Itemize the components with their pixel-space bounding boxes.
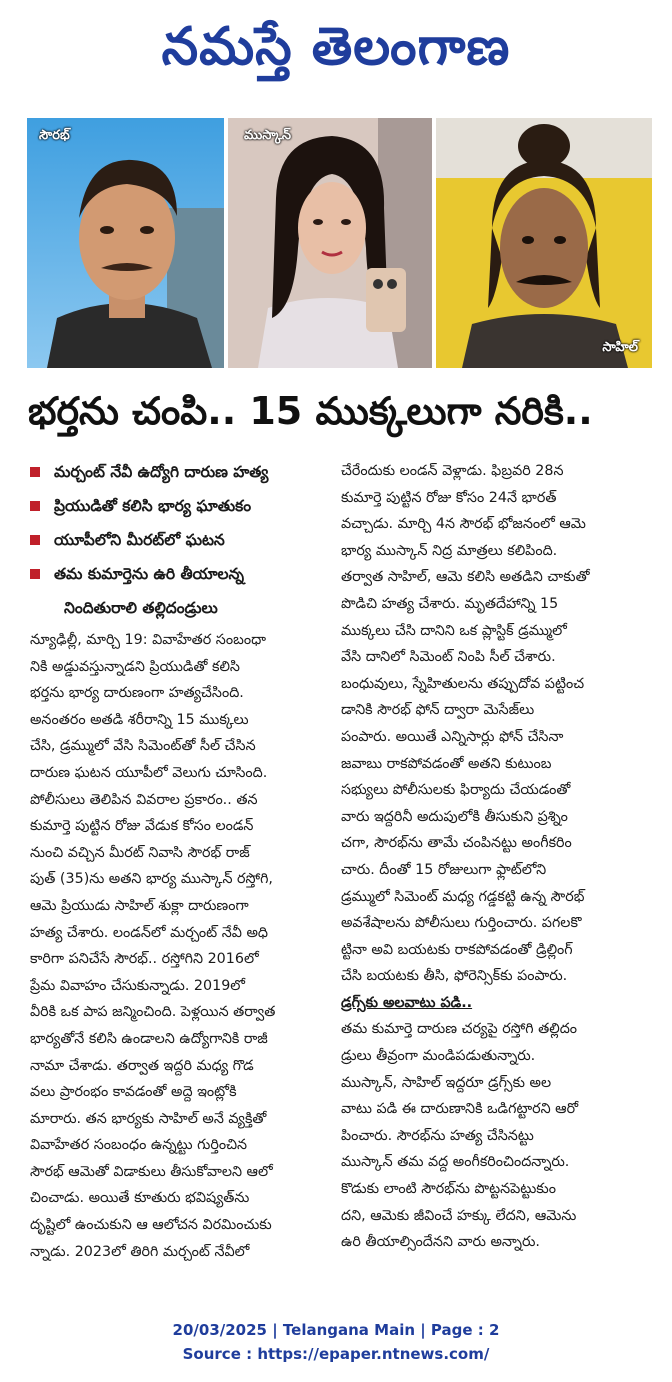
bullet-marker [30,467,40,477]
article-line: ముస్కాన్, సాహిల్ ఇద్దరూ డ్రగ్స్‌కు అల [341,1074,552,1091]
subheading: డ్రగ్స్‌కు అలవాటు పడి.. [341,994,473,1011]
bullet-marker [30,501,40,511]
photo-strip [27,118,652,368]
photo-caption-sahil: సాహిల్ [602,340,638,355]
headline: భర్తను చంపి.. 15 ముక్కలుగా నరికి.. [28,389,593,433]
article-line: చేసి బయటకు తీసి, ఫోరెన్సిక్‌కు పంపారు. [341,968,568,985]
bullet-item: ప్రియుడితో కలిసి భార్య ఘాతుకం [30,489,342,523]
article-column-right [341,458,653,1256]
article-line: చేరేందుకు లండన్ వెళ్లాడు. ఫిబ్రవరి 28న [341,463,564,479]
bullet-list [30,455,342,625]
bullet-marker [30,535,40,545]
article-line: చగా, సౌరభ్‌ను తామే చంపినట్టు అంగీకరిం [341,835,572,852]
article-line: తమ కుమార్తె దారుణ చర్యపై రస్తోగి తల్లిదం [341,1021,578,1038]
bullet-item: యూపీలోని మీరట్‌లో ఘటన [30,523,342,557]
article-line: దారుణ ఘటన యూపీలో వెలుగు చూసింది. [30,764,268,781]
article-line: చారు. దీంతో 15 రోజులుగా ఫ్లాట్‌లోని [341,861,547,878]
article-line: పొడిచి హత్య చేశారు. మృతదేహాన్ని 15 [341,595,559,612]
article-line: వేసి దానిలో సిమెంట్ నింపి సీల్ చేశారు. [341,649,556,666]
footer-source: Source : https://epaper.ntnews.com/ [182,1345,490,1363]
article-line: దని, ఆమెకు జీవించే హక్కు లేదని, ఆమెను [341,1207,577,1224]
article-line: వివాహేతర సంబంధం ఉన్నట్టు గుర్తించిన [30,1137,248,1154]
bullet-item-continued: నిందితురాలి తల్లిదండ్రులు [64,599,218,617]
article-line: డ్రమ్ములో సిమెంట్ మధ్య గడ్డకట్టి ఉన్న సౌరభ్ [341,888,585,905]
article-right-part-1 [341,458,653,990]
article-line: బంధువులు, స్నేహితులను తప్పుదోవ పట్టించ [341,675,585,692]
article-line: మారారు. తన భార్యకు సాహిల్ అనే వ్యక్తితో [30,1110,267,1127]
article-line: కారిగా పనిచేసే సౌరభ్.. రస్తోగిని 2016లో [30,951,259,968]
footer [0,1318,672,1366]
article-line: నికి అడ్డువస్తున్నాడని ప్రియుడితో కలిసి [30,658,240,675]
article-line: భర్తను భార్య దారుణంగా హత్యచేసింది. [30,685,244,702]
article-line: అనంతరం అతడి శరీరాన్ని 15 ముక్కలు [30,711,249,728]
article-line: జవాబు రాకపోవడంతో అతని కుటుంబ [341,755,552,772]
article-line: కుమార్తె పుట్టిన రోజు కోసం 24నే భారత్ [341,489,557,506]
bullet-item: మర్చంట్ నేవీ ఉద్యోగి దారుణ హత్య [30,455,342,489]
article-line: వారు ఇద్దరినీ అదుపులోకి తీసుకుని ప్రశ్నిం [341,808,568,825]
article-line: ముక్కలు చేసి దానిని ఒక ప్లాస్టిక్ డ్రమ్ములో [341,622,567,639]
article-line: ముస్కాన్ తమ వద్ద అంగీకరించిందన్నారు. [341,1154,570,1171]
masthead [0,0,672,96]
article-line: కుమార్తె పుట్టిన రోజు వేడుక కోసం లండన్ [30,818,254,835]
article-line: నామా చేశాడు. తర్వాత ఇద్దరి మధ్య గొడ [30,1057,254,1074]
article-line: డ్రులు తీవ్రంగా మండిపడుతున్నారు. [341,1048,536,1065]
newspaper-logo: నమస్తే తెలంగాణ [161,17,511,77]
photo-sahil [436,118,652,368]
article-line: వాటు పడి ఈ దారుణానికి ఒడిగట్టారని ఆరో [341,1101,579,1118]
article-line: హత్య చేశారు. లండన్‌లో మర్చంట్ నేవీ అధి [30,924,269,941]
article-line: నుంచి వచ్చిన మీరట్ నివాసి సౌరభ్ రాజ్ [30,844,250,861]
article-line: సభ్యులు పోలీసులకు ఫిర్యాదు చేయడంతో [341,782,571,799]
article-line: పుత్ (35)ను అతని భార్య ముస్కాన్ రస్తోగి, [30,871,273,888]
bullet-marker [30,569,40,579]
article-line: సౌరభ్ ఆమెతో విడాకులు తీసుకోవాలని ఆలో [30,1163,273,1180]
article-line: వచ్చాడు. మార్చి 4న సౌరభ్ భోజనంలో ఆమె [341,516,586,533]
photo-caption-saurabh: సౌరభ్ [39,128,70,143]
article-line: న్నాడు. 2023లో తిరిగి మర్చంట్ నేవీలో [30,1243,250,1260]
article-line: దృష్టిలో ఉంచుకుని ఆ ఆలోచన విరమించుకు [30,1217,272,1234]
article-line: తర్వాత సాహిల్, ఆమె కలిసి అతడిని చాకుతో [341,569,590,586]
article-line: ఉరి తీయాల్సిందేనని వారు అన్నారు. [341,1234,540,1251]
photo-caption-muskan: ముస్కాన్ [244,128,291,143]
article-line: పోలీసులు తెలిపిన వివరాల ప్రకారం.. తన [30,791,258,808]
photo-saurabh [27,118,224,368]
article-line: వలు ప్రారంభం కావడంతో అద్దె ఇంట్లోకి [30,1084,237,1101]
bullet-item: తమ కుమార్తెను ఉరి తీయాలన్న [30,557,342,591]
article-line: ట్టినా అవి బయటకు రాకపోవడంతో డ్రిల్లింగ్ [341,941,573,958]
article-line: పంపారు. అయితే ఎన్నిసార్లు ఫోన్ చేసినా [341,728,564,745]
article-line: పించారు. సౌరభ్‌ను హత్య చేసినట్టు [341,1127,534,1144]
article-line: చించాడు. అయితే కూతురు భవిష్యత్‌ను [30,1190,250,1207]
article-line: భార్య ముస్కాన్ నిద్ర మాత్రలు కలిపింది. [341,542,558,559]
article-line: కొడుకు లాంటి సౌరభ్‌ను పొట్టనపెట్టుకుం [341,1181,556,1198]
article-line: అవశేషాలను పోలీసులు గుర్తించారు. పగలకొ [341,915,582,932]
article-line: భార్యతోనే కలిసి ఉండాలని ఉద్యోగానికి రాజీ [30,1030,268,1047]
article-line: ఆమె ప్రియుడు సాహిల్ శుక్లా దారుణంగా [30,897,249,914]
article-column-left [30,627,342,1265]
article-line: వీరికి ఒక పాప జన్మించింది. పెళ్లయిన తర్వాత [30,1004,276,1021]
photo-muskan [228,118,432,368]
article-line: డానికి సౌరభ్ ఫోన్ ద్వారా మెసేజ్‌లు [341,702,535,719]
article-line: చేసి, డ్రమ్ములో వేసి సిమెంట్‌తో సీల్ చేసిన [30,738,256,755]
article-right-part-2 [341,1016,653,1255]
article-line: న్యూఢిల్లీ, మార్చి 19: వివాహేతర సంబంధా [30,632,266,648]
footer-date-page: 20/03/2025 | Telangana Main | Page : 2 [172,1321,500,1339]
article-line: ప్రేమ వివాహం చేసుకున్నాడు. 2019లో [30,977,246,994]
